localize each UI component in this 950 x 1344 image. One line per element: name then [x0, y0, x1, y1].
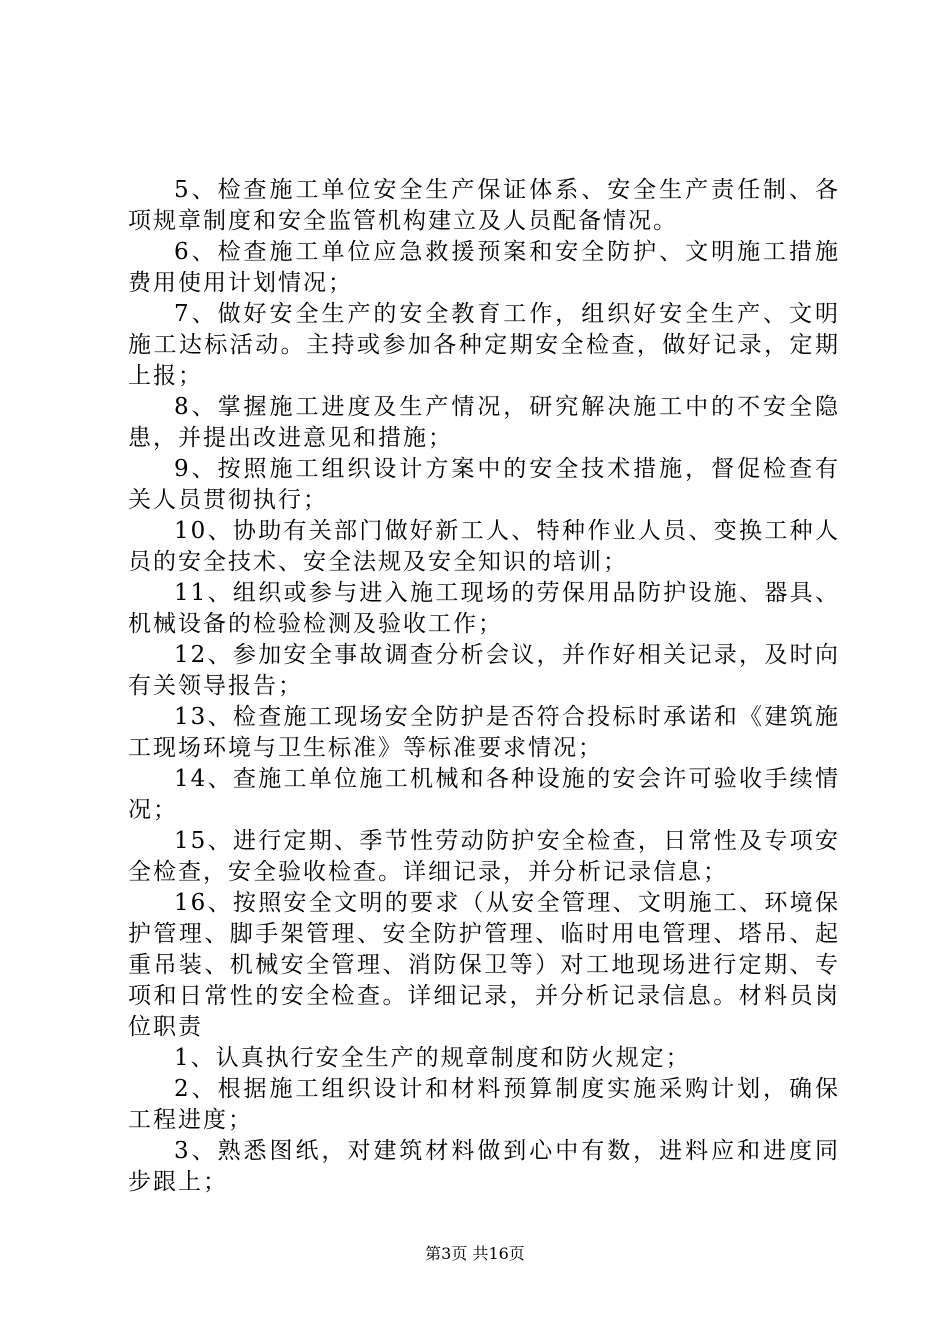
paragraph-item-11: 11、组织或参与进入施工现场的劳保用品防护设施、器具、机械设备的检验检测及验收工作；	[128, 580, 840, 637]
paragraph-item-16: 16、按照安全文明的要求（从安全管理、文明施工、环境保护管理、脚手架管理、安全防护管理、临时用电管理、塔吊、起重吊装、机械安全管理、消防保卫等）对工地现场进行定期、专项和日常性的安全检查。详细记录，并分析记录信息。材料员岗位职责	[128, 890, 840, 1040]
paragraph-item-7: 7、做好安全生产的安全教育工作，组织好安全生产、文明施工达标活动。主持或参加各种定期安全检查，做好记录，定期上报；	[128, 301, 840, 389]
page-number-label: 第3页 共16页	[425, 1244, 525, 1263]
paragraph-item-13: 13、检查施工现场安全防护是否符合投标时承诺和《建筑施工现场环境与卫生标准》等标准要求情况；	[128, 704, 840, 761]
paragraph-item-6: 6、检查施工单位应急救援预案和安全防护、文明施工措施费用使用计划情况；	[128, 239, 840, 296]
paragraph-item-14: 14、查施工单位施工机械和各种设施的安会许可验收手续情况；	[128, 766, 840, 823]
paragraph-item-9: 9、按照施工组织设计方案中的安全技术措施，督促检查有关人员贯彻执行；	[128, 456, 840, 513]
paragraph-item-12: 12、参加安全事故调查分析会议，并作好相关记录，及时向有关领导报告；	[128, 642, 840, 699]
paragraph-item-10: 10、协助有关部门做好新工人、特种作业人员、变换工种人员的安全技术、安全法规及安全知识的培训；	[128, 518, 840, 575]
paragraph-item-5: 5、检查施工单位安全生产保证体系、安全生产责任制、各项规章制度和安全监管机构建立及人员配备情况。	[128, 177, 840, 234]
paragraph-item-15: 15、进行定期、季节性劳动防护安全检查，日常性及专项安全检查，安全验收检查。详细记录，并分析记录信息；	[128, 828, 840, 885]
paragraph-item-8: 8、掌握施工进度及生产情况，研究解决施工中的不安全隐患，并提出改进意见和措施；	[128, 394, 840, 451]
paragraph-item-material-1: 1、认真执行安全生产的规章制度和防火规定；	[174, 1045, 691, 1071]
paragraph-item-material-2: 2、根据施工组织设计和材料预算制度实施采购计划，确保工程进度；	[128, 1076, 840, 1133]
document-body	[128, 175, 840, 1198]
page-footer	[0, 1244, 950, 1264]
paragraph-item-material-3: 3、熟悉图纸，对建筑材料做到心中有数，进料应和进度同步跟上；	[128, 1138, 840, 1195]
